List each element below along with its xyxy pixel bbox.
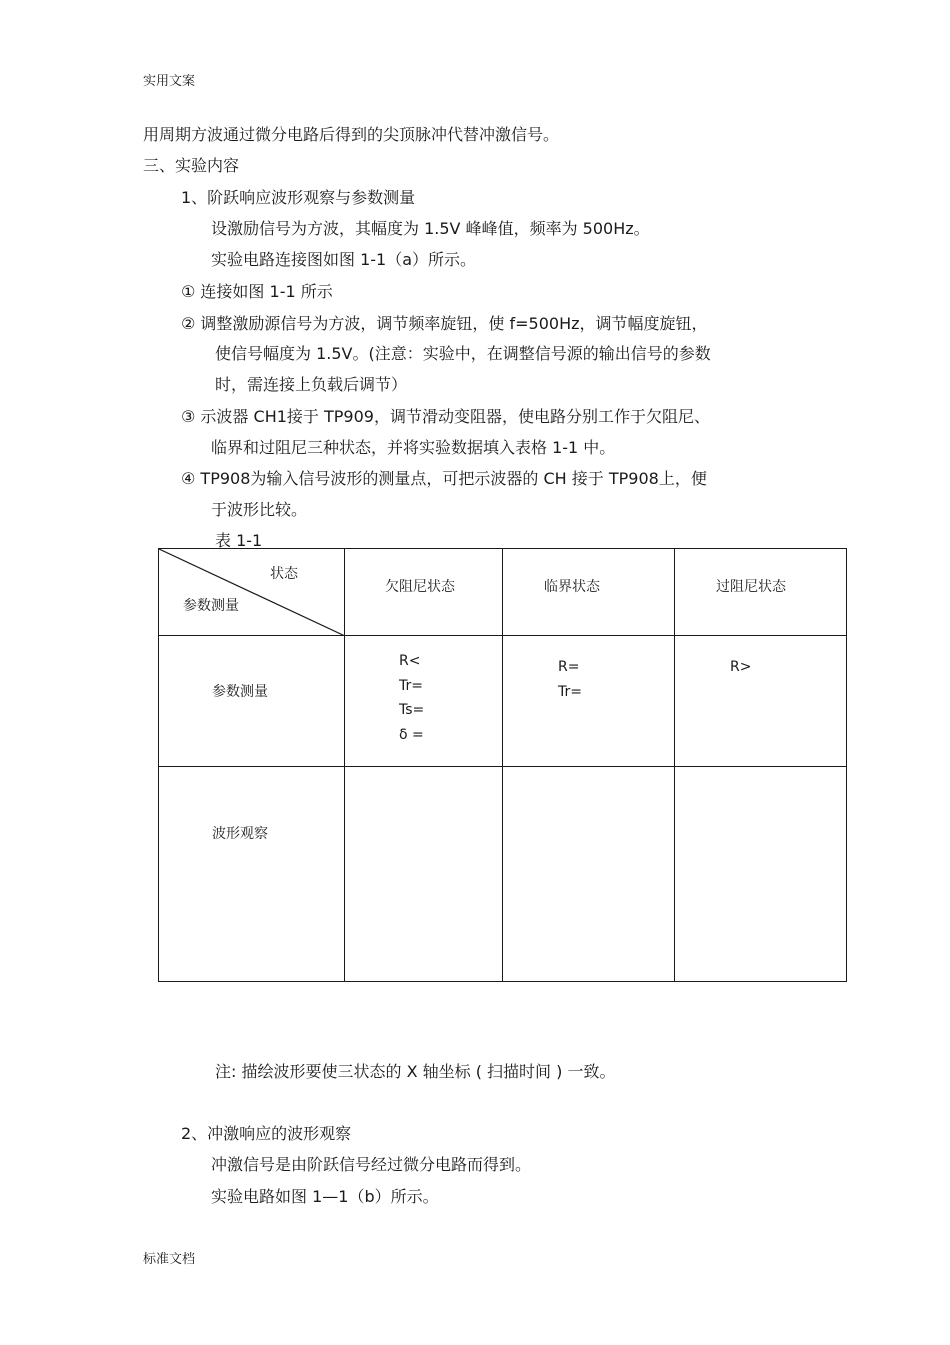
param-value: δ = [399,726,424,743]
diag-top-label: 状态 [270,566,298,582]
data-table [158,548,847,982]
col-header-underdamped: 欠阻尼状态 [345,549,503,636]
param-value: Ts= [399,702,425,718]
cell-underdamped-waveform [345,767,503,982]
col-header-overdamped: 过阻尼状态 [675,549,847,636]
cell-overdamped-waveform [675,767,847,982]
table-caption: 表 1-1 [215,531,263,550]
step-2-cont: 时，需连接上负载后调节） [215,375,408,394]
diag-bottom-label: 参数测量 [183,598,239,614]
row-label-waveform: 波形观察 [159,767,345,982]
paragraph-line: 冲激信号是由阶跃信号经过微分电路而得到。 [211,1155,532,1174]
col-header-critical: 临界状态 [503,549,675,636]
step-4: ④ TP908为输入信号波形的测量点，可把示波器的 CH 接于 TP908上，便 [181,469,707,488]
section-heading: 三、实验内容 [143,156,240,175]
param-value: R= [558,659,580,675]
paragraph-line: 实验电路如图 1—1（b）所示。 [211,1187,439,1206]
cell-underdamped-params [345,636,503,767]
table-note: 注: 描绘波形要使三状态的 X 轴坐标 ( 扫描时间 ) 一致。 [215,1062,616,1081]
param-value: Tr= [399,677,423,694]
step-2-cont: 使信号幅度为 1.5V。(注意：实验中，在调整信号源的输出信号的参数 [215,344,711,363]
step-4-cont: 于波形比较。 [211,500,308,519]
step-2: ② 调整激励源信号为方波，调节频率旋钮，使 f=500Hz，调节幅度旋钮， [181,314,708,333]
paragraph-line: 设激励信号为方波，其幅度为 1.5V 峰峰值，频率为 500Hz。 [211,219,650,238]
cell-critical-params [503,636,675,767]
paragraph-line: 实验电路连接图如图 1-1（a）所示。 [211,250,477,269]
cell-critical-waveform [503,767,675,982]
page-footer: 标准文档 [143,1252,196,1267]
page-header: 实用文案 [143,74,196,89]
step-3-cont: 临界和过阻尼三种状态，并将实验数据填入表格 1-1 中。 [211,438,616,457]
diagonal-header-cell [159,549,345,636]
subsection-heading: 1、阶跃响应波形观察与参数测量 [181,188,416,207]
row-label-params: 参数测量 [159,636,345,767]
param-value: Tr= [558,683,582,700]
diagonal-line [159,549,345,636]
param-value: R> [730,659,752,675]
paragraph-line: 用周期方波通过微分电路后得到的尖顶脉冲代替冲激信号。 [143,125,560,144]
param-value: R< [399,653,421,669]
step-3: ③ 示波器 CH1接于 TP909，调节滑动变阻器，使电路分别工作于欠阻尼、 [181,407,710,426]
cell-overdamped-params [675,636,847,767]
step-1: ① 连接如图 1-1 所示 [181,282,333,301]
subsection-heading: 2、冲激响应的波形观察 [181,1124,352,1143]
